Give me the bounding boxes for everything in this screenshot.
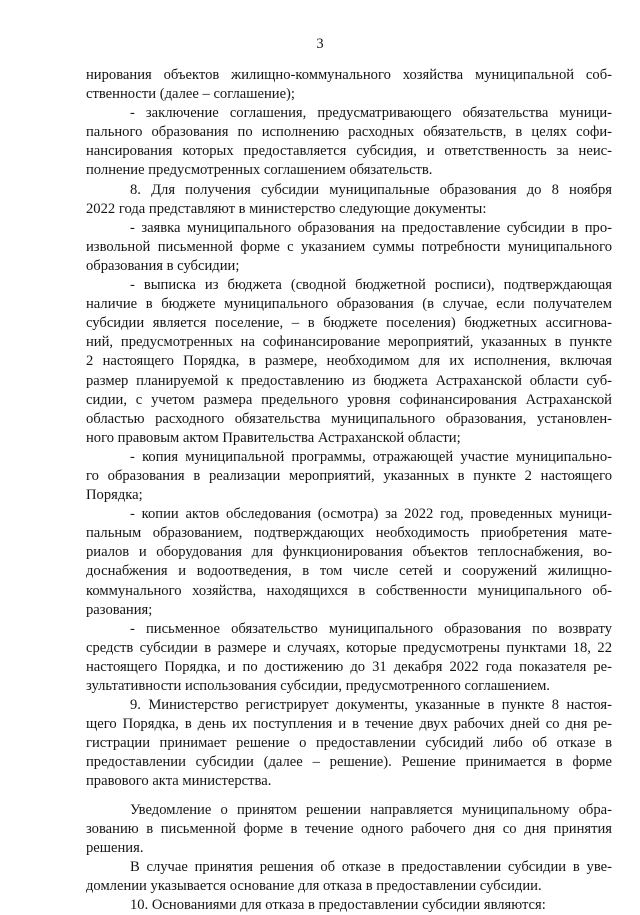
paragraph [86,181,612,219]
paragraph [86,66,612,104]
text-line: пальным образованием, подтверждающих необходимость приобретения мате- [86,525,612,542]
text-line: зованию в письменной форме в течение одного рабочего дня со дня принятия [86,820,612,837]
text-line: 9. Министерство регистрирует документы, указанные в пункте 8 настоя- [130,697,612,714]
text-line: Уведомление о принятом решении направляется муниципальному обра- [130,801,612,818]
text-line: 8. Для получения субсидии муниципальные образования до 8 ноября [130,181,612,198]
text-line: 2 настоящего Порядка, в размере, необходимом для их исполнения, включая [86,353,612,370]
text-line: правового акта министерства. [86,773,272,790]
text-line: Порядка; [86,487,143,504]
text-line: го образования в реализации мероприятий, указанных в пункте 2 настоящего [86,467,612,484]
text-line: риалов и оборудования для функционирования объектов теплоснабжения, во- [86,544,612,561]
paragraph [86,276,612,448]
text-line: ний, предусмотренных на софинансирование мероприятий, указанных в пункте [86,334,612,351]
text-line: полнение предусмотренных соглашением обязательств. [86,162,433,179]
text-line: домлении указывается основание для отказа в предоставлении субсидии. [86,877,542,894]
text-line: - выписка из бюджета (сводной бюджетной росписи), подтверждающая [130,277,612,294]
text-line: областью расходного обязательства муниципального образования, установлен- [86,410,612,427]
text-line: образования в субсидии; [86,257,240,274]
text-line: пального образования по исполнению расходных обязательств, в целях софи- [86,124,612,141]
text-line: предоставлении субсидии (далее – решение). Решение принимается в форме [86,754,612,771]
text-line: щего Порядка, в день их поступления и в течение двух рабочих дней со дня ре- [86,716,612,733]
paragraph [86,801,612,858]
paragraph [86,505,612,620]
text-line: 2022 года представляют в министерство следующие документы: [86,200,487,217]
text-line: 10. Основаниями для отказа в предоставлении субсидии являются: [130,897,546,914]
text-line: - письменное обязательство муниципального образования по возврату [130,620,612,637]
document-body [86,66,612,915]
text-line: сидии, с учетом размера предельного уровня софинансирования Астраханской [86,391,612,408]
paragraph [86,448,612,505]
text-line: - заявка муниципального образования на предоставление субсидии в про- [130,219,612,236]
text-line: настоящего Порядка, и по достижению до 31 декабря 2022 года показателя ре- [86,658,612,675]
text-line: разования; [86,601,153,618]
text-line: извольной письменной форме с указанием суммы потребности муниципального [86,238,612,255]
text-line: нансирования которых предоставляется субсидия, и ответственность за неис- [86,143,612,160]
text-line: нирования объектов жилищно-коммунального хозяйства муниципальной соб- [86,67,612,83]
paragraph [86,696,612,791]
text-line: - копии актов обследования (осмотра) за 2022 год, проведенных муници- [130,506,612,523]
text-line: доснабжения и водоотведения, в том числе сетей и сооружений жилищно- [86,563,612,580]
text-line: коммунального хозяйства, находящихся в собственности муниципального об- [86,582,612,599]
text-line: средств субсидии в размере и случаях, которые предусмотрены пунктами 18, 22 [86,639,612,656]
paragraph [86,620,612,696]
paragraph-gap [86,792,612,801]
text-line: субсидии является поселение, – в бюджете поселения) бюджетных ассигнова- [86,315,612,332]
paragraph [86,896,612,915]
paragraph [86,104,612,180]
text-line: ного правовым актом Правительства Астраханской области; [86,429,461,446]
page-number: 3 [316,36,324,52]
text-line: ственности (далее – соглашение); [86,86,295,103]
text-line: В случае принятия решения об отказе в предоставлении субсидии в уве- [130,858,612,875]
text-line: размер планируемой к предоставлению из бюджета Астраханской области суб- [86,372,612,389]
text-line: - копия муниципальной программы, отражающей участие муниципально- [130,448,612,465]
paragraph [86,219,612,276]
text-line: - заключение соглашения, предусматривающего обязательства муници- [130,105,612,122]
text-line: решения. [86,839,144,856]
text-line: наличие в бюджете муниципального образования (в случае, если получателем [86,296,612,313]
text-line: зультативности использования субсидии, предусмотренного соглашением. [86,678,550,694]
paragraph [86,858,612,896]
text-line: гистрации принимает решение о предоставлении субсидий либо об отказе в [86,735,612,752]
